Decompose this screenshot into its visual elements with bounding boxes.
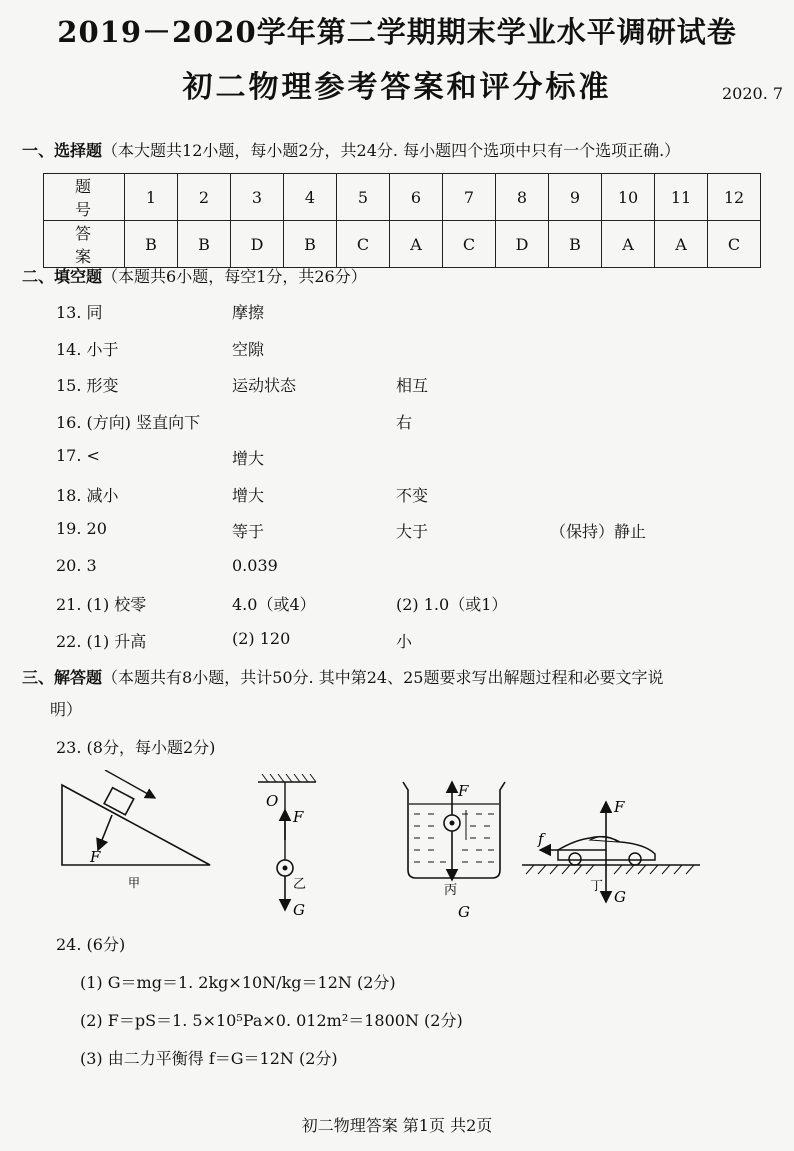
table-cell: C (708, 221, 761, 268)
fill-answer-cell: 空隙 (232, 339, 265, 359)
label-G-yi: G (293, 901, 305, 919)
fill-answer-cell: 增大 (232, 449, 265, 468)
motion-arrow (105, 770, 155, 798)
section3-title: 三、解答题 (22, 668, 103, 687)
fill-answer-cell: （保持）静止 (550, 522, 647, 541)
figure-yi (258, 774, 316, 919)
table-cell: A (390, 221, 443, 268)
figure-jia (62, 770, 210, 890)
table-cell: 8 (496, 174, 549, 221)
page-footer: 初二物理答案 第1页 共2页 (301, 1116, 493, 1135)
section3-note-line2: 明） (50, 700, 83, 719)
table-row-numbers (44, 174, 761, 221)
label-yi: 乙 (293, 877, 307, 892)
table-cell: D (496, 221, 549, 268)
table-cell: 1 (125, 174, 178, 221)
fill-answer-cell: 不变 (396, 485, 429, 505)
section2-title: 二、填空题 (22, 267, 103, 286)
table-cell: D (231, 221, 284, 268)
label-f: f (538, 830, 544, 848)
label-F: F (90, 848, 101, 866)
q24-part1: (1) G＝mg＝1. 2kg×10N/kg＝12N (2分) (80, 973, 396, 992)
label-bing: 丙 (444, 883, 458, 898)
wheel-rear (569, 853, 581, 865)
section2-note: （本题共6小题，每空1分，共26分） (102, 267, 367, 286)
q24-part3: (3) 由二力平衡得 f＝G＝12N (2分) (80, 1049, 338, 1068)
fill-answer-cell: 22. (1) 升高 (56, 631, 147, 651)
row-label-number: 题 号 (44, 174, 125, 221)
section1-heading (22, 138, 680, 161)
exam-date: 2020. 7 (722, 84, 784, 103)
fill-answer-cell: 大于 (396, 522, 429, 541)
fill-answer-cell: 摩擦 (232, 303, 265, 322)
fill-answer-cell: 运动状态 (232, 376, 297, 395)
label-G-ding: G (614, 888, 626, 906)
table-cell: 12 (708, 174, 761, 221)
fill-answer-cell: 13. 同 (56, 303, 103, 322)
water (414, 814, 494, 862)
label-O: O (266, 792, 279, 810)
table-row-answers (44, 221, 761, 268)
q23-label: 23. (8分，每小题2分) (56, 738, 216, 757)
fill-answer-cell: 19. 20 (56, 519, 107, 538)
table-cell: B (549, 221, 602, 268)
section1-title: 一、选择题 (22, 141, 103, 160)
force-diagrams (0, 770, 794, 930)
label-G-bing: G (458, 903, 470, 921)
table-cell: 9 (549, 174, 602, 221)
incline (62, 785, 210, 865)
fill-answer-cell: 增大 (232, 485, 265, 505)
label-F-ding: F (614, 798, 625, 816)
fill-answer-cell: 右 (396, 412, 413, 432)
section3-note: （本题共有8小题，共计50分. 其中第24、25题要求写出解题过程和必要文字说 (102, 668, 664, 687)
table-cell: B (125, 221, 178, 268)
q24-label: 24. (6分) (56, 935, 126, 954)
fill-answer-cell: 18. 减小 (56, 485, 119, 505)
fill-answer-cell: 17. < (56, 446, 100, 465)
table-cell: 6 (390, 174, 443, 221)
exam-title: 2019－2020学年第二学期期末学业水平调研试卷 (57, 15, 737, 49)
fill-answer-cell: 相互 (396, 376, 429, 395)
table-cell: C (337, 221, 390, 268)
fill-answer-cell: 21. (1) 校零 (56, 595, 147, 614)
table-cell: B (178, 221, 231, 268)
label-jia: 甲 (128, 876, 141, 890)
label-ding: 丁 (590, 879, 604, 894)
fill-answer-cell: 20. 3 (56, 555, 97, 575)
label-F-bing: F (458, 782, 469, 800)
fill-answer-cell: 16. (方向) 竖直向下 (56, 412, 201, 432)
table-cell: 5 (337, 174, 390, 221)
section3-heading (22, 665, 663, 688)
table-cell: 4 (284, 174, 337, 221)
label-F-yi: F (293, 808, 304, 826)
figure-ding (522, 798, 700, 906)
fill-answer-cell: 0.039 (232, 555, 278, 575)
fill-answer-cell: 4.0（或4） (232, 595, 316, 614)
table-cell: 11 (655, 174, 708, 221)
fill-answer-cell: 15. 形变 (56, 376, 119, 395)
table-cell: 3 (231, 174, 284, 221)
fill-answer-cell: (2) 120 (232, 628, 291, 648)
table-cell: A (655, 221, 708, 268)
table-cell: 7 (443, 174, 496, 221)
fill-answer-cell: 小 (396, 631, 413, 651)
figure-bing (403, 782, 505, 921)
fill-answer-cell: 14. 小于 (56, 339, 119, 359)
table-cell: B (284, 221, 337, 268)
exam-subtitle: 初二物理参考答案和评分标准 (182, 70, 612, 105)
table-cell: 10 (602, 174, 655, 221)
table-cell: A (602, 221, 655, 268)
table-cell: 2 (178, 174, 231, 221)
table-cell: C (443, 221, 496, 268)
fill-answer-cell: 等于 (232, 522, 265, 541)
answer-table (43, 173, 761, 268)
fill-answer-cell: (2) 1.0（或1） (396, 595, 508, 614)
row-label-answer: 答 案 (44, 221, 125, 268)
q24-part2: (2) F＝pS＝1. 5×10⁵Pa×0. 012m²＝1800N (2分) (80, 1011, 463, 1030)
wheel-front (629, 853, 641, 865)
force-arrow-F (98, 815, 112, 850)
section1-note: （本大题共12小题，每小题2分，共24分. 每小题四个选项中只有一个选项正确.） (102, 141, 681, 160)
section2-heading (22, 264, 367, 287)
section3-note-cont (50, 697, 82, 720)
